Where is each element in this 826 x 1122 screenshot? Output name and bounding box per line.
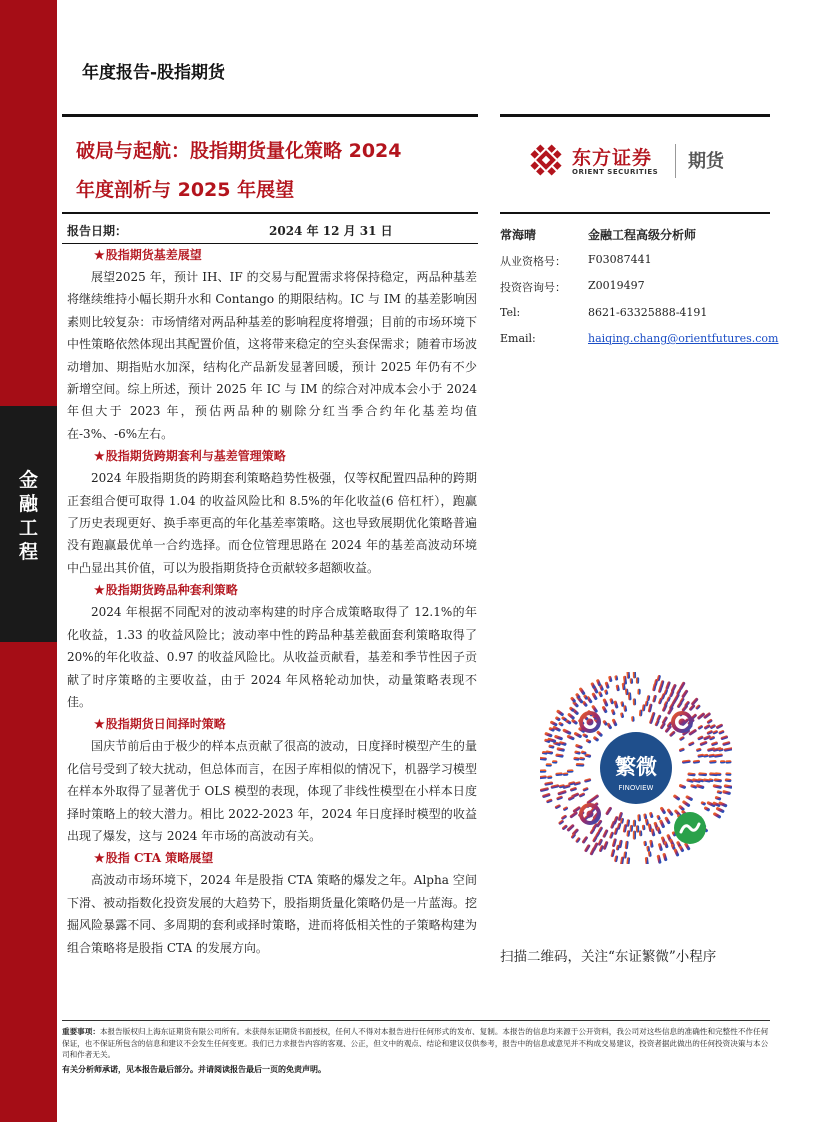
section-heading-text: 股指期货基差展望: [105, 248, 202, 262]
analyst-value: 8621-63325888-4191: [588, 305, 708, 319]
summary-body: [67, 244, 477, 959]
title-rule-right: [500, 212, 770, 214]
analyst-value: F03087441: [588, 252, 652, 266]
side-category-label: [0, 468, 57, 564]
section-heading-text: 股指期货跨品种套利策略: [105, 583, 238, 598]
star-icon: ★: [94, 583, 105, 598]
section-heading: [67, 445, 477, 467]
qr-center-text: 繁微: [615, 755, 657, 779]
analyst-row: [500, 253, 770, 280]
analyst-key: 从业资格号：: [500, 254, 566, 268]
section-heading: [67, 713, 477, 735]
analyst-key: Tel:: [500, 305, 521, 319]
report-title: [76, 132, 476, 210]
star-icon: ★: [94, 717, 105, 732]
side-char: 工: [18, 517, 38, 539]
company-logo: [528, 142, 768, 182]
analyst-title: 金融工程高级分析师: [588, 228, 697, 242]
report-date-label: 报告日期：: [67, 224, 128, 238]
section-paragraph: 国庆节前后由于极少的样本点贡献了很高的波动，日度择时模型产生的量化信号受到了较大扰动，但总体而言，在因子库相似的情况下，机器学习模型在样本外取得了显著优于 OLS 模型的表现，体现了非线性模型在小样本日度择时策略上的较大潜力。相比 2022-2023 年，2024 年日度择时模型的收益出现了爆发，这与 2024 年市场的高波动有关。: [67, 739, 477, 843]
section-paragraph: 2024 年股指期货的跨期套利策略趋势性极强，仅等权配置四品种的跨期正套组合便可取得 1.04 的收益风险比和 8.5%的年化收益(6 倍杠杆），跑赢了历史表现更好、换手率更高的年化基差率策略。这也导致展期优化策略普遍没有跑赢最优单一合约选择。而仓位管理思路在 2024 年的基差高波动环境中凸显出其价值，可以为股指期货持仓贡献较多超额收益。: [67, 471, 477, 575]
title-line: 破局与起航：股指期货量化策略 2024: [76, 140, 402, 162]
analyst-commitment: 有关分析师承诺，见本报告最后部分。并请阅读报告最后一页的免责声明。: [62, 1064, 326, 1074]
section-heading-text: 股指期货日间择时策略: [105, 717, 226, 732]
analyst-name-row: [500, 226, 770, 253]
analyst-row: [500, 332, 779, 359]
analyst-row: [500, 279, 770, 306]
orient-logo-icon: [528, 142, 564, 178]
analyst-name: 常海晴: [500, 228, 537, 242]
star-icon: ★: [94, 449, 105, 464]
analyst-info: [500, 226, 779, 359]
title-line: 年度剖析与 2025 年展望: [76, 179, 295, 201]
analyst-email-link[interactable]: haiqing.chang@orientfutures.com: [588, 332, 779, 345]
logo-name-en: ORIENT SECURITIES: [572, 168, 659, 176]
section-heading: [67, 847, 477, 869]
star-icon: ★: [94, 248, 105, 262]
report-date-value: 2024 年 12 月 31 日: [269, 224, 393, 238]
logo-divider: [675, 144, 676, 178]
section-paragraph: 高波动市场环境下，2024 年是股指 CTA 策略的爆发之年。Alpha 空间下滑、被动指数化投资发展的大趋势下，股指期货量化策略仍是一片蓝海。挖掘风险暴露不同、多周期的套利或择时策略，进而将低相关性的子策略构建为组合策略将是股指 CTA 的发展方向。: [67, 873, 477, 955]
logo-suffix: 期货: [688, 151, 724, 172]
mini-program-qr-code[interactable]: [540, 672, 732, 864]
section-heading: [67, 244, 477, 266]
section-heading: [67, 579, 477, 601]
disclaimer: [62, 1026, 770, 1061]
logo-name-cn: 东方证券: [572, 147, 653, 169]
star-icon: ★: [94, 851, 105, 866]
section-paragraph: 展望2025 年，预计 IH、IF 的交易与配置需求将保持稳定，两品种基差将继续维持小幅长期升水和 Contango 的期限结构。IC 与 IM 的基差影响因素则比较复杂：市场情绪对两品种基差的影响程度将增强；目前的市场环境下中性策略依然体现出其配置价值，这将带来稳定的空头套保需求；随着市场波动增加、期指贴水加深，结构化产品新发显著回暖，预计 2025 年仍有不少新增空间。综上所述，预计 2025 年 IC 与 IM 的综合对冲成本会小于 2024 年但大于 2023 年，预估两品种的剔除分红当季合约年化基差均值在-3%、-6%左右。: [67, 270, 477, 441]
section-heading-text: 股指 CTA 策略展望: [105, 851, 214, 866]
header-rule-right: [500, 114, 770, 117]
disclaimer-text: 本报告版权归上海东证期货有限公司所有。未获得东证期货书面授权，任何人不得对本报告进行任何形式的发布、复制。本报告的信息均来源于公开资料，我公司对这些信息的准确性和完整性不作任何保证，也不保证所包含的信息和建议不会发生任何变更。我们已力求报告内容的客观、公正，但文中的观点、结论和建议仅供参考，报告中的信息或意见并不构成交易建议，投资者据此做出的任何投资决策与本公司和作者无关。: [62, 1027, 769, 1059]
analyst-key: 投资咨询号：: [500, 281, 566, 294]
footer-rule: [62, 1020, 770, 1021]
side-char: 程: [18, 541, 38, 563]
analyst-value: Z0019497: [588, 279, 645, 292]
report-type: 年度报告-股指期货: [82, 63, 226, 83]
side-char: 融: [18, 493, 38, 515]
side-char: 金: [18, 469, 38, 491]
analyst-row: [500, 306, 770, 333]
disclaimer-label: 重要事项：: [62, 1027, 100, 1036]
header-rule: [62, 114, 478, 117]
qr-center-sub: FINOVIEW: [618, 784, 654, 792]
section-heading-text: 股指期货跨期套利与基差管理策略: [105, 449, 286, 464]
analyst-key: Email:: [500, 332, 536, 345]
title-rule: [62, 212, 478, 214]
qr-caption: 扫描二维码，关注“东证繁微”小程序: [500, 949, 717, 965]
section-paragraph: 2024 年根据不同配对的波动率构建的时序合成策略取得了 12.1%的年化收益，1.33 的收益风险比；波动率中性的跨品种基差截面套利策略取得了 20%的年化收益、0.97 的收益风险比。从收益贡献看，基差和季节性因子贡献了时序策略的主要收益，由于 2024 年风格轮动加快，动量策略表现不佳。: [67, 605, 477, 709]
